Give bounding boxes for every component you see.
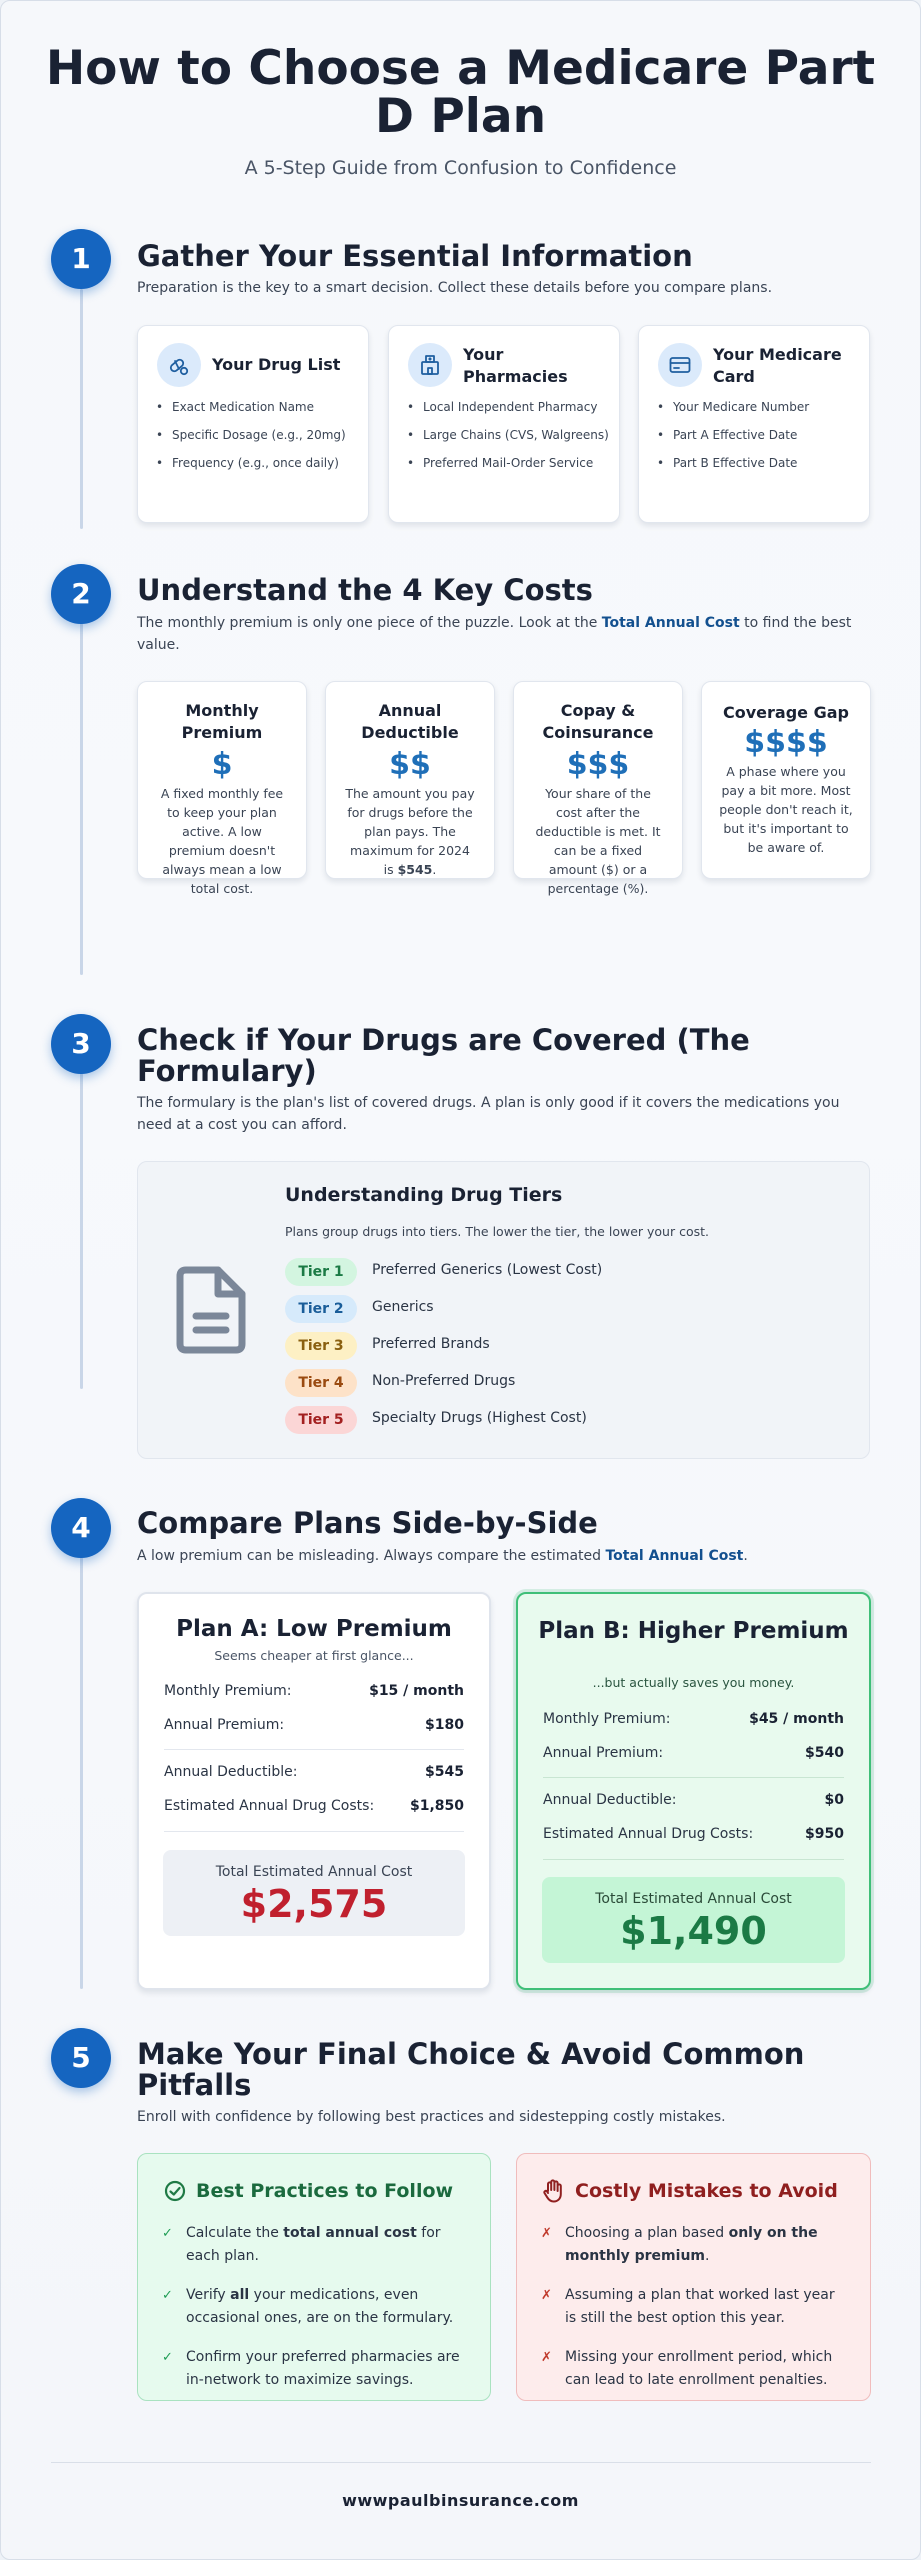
id-card-icon xyxy=(658,343,702,387)
tier-badge: Tier 2 xyxy=(285,1295,357,1323)
footer-divider xyxy=(51,2462,871,2463)
total-label: Total Estimated Annual Cost xyxy=(595,1891,792,1907)
hand-stop-icon xyxy=(543,2179,563,2207)
step-3-description: The formulary is the plan's list of covered drugs. A plan is only good if it covers the medications you need at a cost you can afford. xyxy=(137,1095,840,1133)
step-3-title: Check if Your Drugs are Covered (The Formulary) xyxy=(137,1023,750,1088)
list-item: ✓ Calculate the total annual cost for each plan. xyxy=(162,2222,462,2268)
list-item: • Preferred Mail-Order Service xyxy=(405,454,610,473)
plan-b-total-box xyxy=(542,1877,845,1963)
medicare-card-card xyxy=(638,325,870,523)
cost-symbol: $$$$ xyxy=(744,725,828,760)
cost-symbol: $ xyxy=(211,747,233,782)
list-item: ✗ Assuming a plan that worked last year is still the best option this year. xyxy=(541,2284,841,2330)
x-mark-icon: ✗ xyxy=(541,2226,552,2241)
plan-b-row: Annual Deductible: $0 xyxy=(543,1792,844,1808)
cost-symbol: $$ xyxy=(389,747,431,782)
step-5-title: Make Your Final Choice & Avoid Common Pitfalls xyxy=(137,2037,805,2102)
divider xyxy=(543,1777,844,1778)
step-1-description: Preparation is the key to a smart decision. Collect these details before you compare plans. xyxy=(137,280,773,296)
cost-card-monthly-premium xyxy=(137,681,307,896)
list-item: • Specific Dosage (e.g., 20mg) xyxy=(154,426,359,445)
drug-list-items xyxy=(154,398,359,482)
cost-card-desc: The amount you pay for drugs before the plan pays. The maximum for 2024 is $545. xyxy=(345,786,475,877)
tier-label: Non-Preferred Drugs xyxy=(372,1373,516,1389)
total-annual-cost-highlight: Total Annual Cost xyxy=(605,1548,744,1564)
step-4-description: A low premium can be misleading. Always compare the estimated Total Annual Cost. xyxy=(137,1548,748,1564)
cost-card-desc: A fixed monthly fee to keep your plan active. A low premium doesn't always mean a low total cost. xyxy=(160,786,284,896)
timeline-line-4 xyxy=(80,1557,83,1989)
list-item: • Part B Effective Date xyxy=(655,454,860,473)
costly-mistakes-list xyxy=(541,2222,841,2408)
costly-mistakes-card xyxy=(516,2153,871,2401)
step-2-description: The monthly premium is only one piece of the puzzle. Look at the Total Annual Cost to find the best value. xyxy=(137,615,852,653)
cost-card-title: Coverage Gap xyxy=(723,703,849,722)
divider xyxy=(164,1831,464,1832)
check-icon: ✓ xyxy=(162,2226,173,2241)
footer-site[interactable]: wwwpaulbinsurance.com xyxy=(342,2491,579,2510)
plan-b-row: Monthly Premium: $45 / month xyxy=(543,1711,844,1727)
list-item: ✓ Verify all your medications, even occasional ones, are on the formulary. xyxy=(162,2284,462,2330)
divider xyxy=(543,1859,844,1860)
plan-b-card xyxy=(516,1592,871,1990)
cost-card-title: Copay & Coinsurance xyxy=(542,701,654,742)
best-practices-list xyxy=(162,2222,462,2408)
x-mark-icon: ✗ xyxy=(541,2350,552,2365)
step-5-badge: 5 xyxy=(51,2028,111,2088)
cost-card-coverage-gap xyxy=(701,681,871,879)
check-circle-icon xyxy=(164,2180,186,2206)
tier-badge: Tier 3 xyxy=(285,1332,357,1360)
list-item: • Exact Medication Name xyxy=(154,398,359,417)
tier-badge: Tier 4 xyxy=(285,1369,357,1397)
plan-a-card xyxy=(137,1592,491,1990)
tier-badge: Tier 1 xyxy=(285,1258,357,1286)
plan-a-row: Annual Premium: $180 xyxy=(164,1717,464,1733)
tier-badge: Tier 5 xyxy=(285,1406,357,1434)
tier-label: Generics xyxy=(372,1299,434,1315)
timeline-line-2 xyxy=(80,623,83,975)
list-item: • Your Medicare Number xyxy=(655,398,860,417)
tier-label: Preferred Brands xyxy=(372,1336,490,1352)
divider xyxy=(164,1749,464,1750)
plan-a-row: Monthly Premium: $15 / month xyxy=(164,1683,464,1699)
timeline-line-1 xyxy=(80,289,83,529)
total-label: Total Estimated Annual Cost xyxy=(215,1864,413,1880)
check-icon: ✓ xyxy=(162,2288,173,2303)
step-1-title: Gather Your Essential Information xyxy=(137,239,693,273)
list-item: • Local Independent Pharmacy xyxy=(405,398,610,417)
pharmacies-card xyxy=(388,325,620,523)
plan-a-total-value: $2,575 xyxy=(240,1882,388,1926)
cost-card-title: Annual Deductible xyxy=(361,701,459,742)
page-subtitle: A 5-Step Guide from Confusion to Confidence xyxy=(244,157,677,179)
list-item: ✗ Choosing a plan based only on the monthly premium. xyxy=(541,2222,841,2268)
step-4-badge: 4 xyxy=(51,1498,111,1558)
list-item: ✗ Missing your enrollment period, which can lead to late enrollment penalties. xyxy=(541,2346,841,2392)
pharmacy-building-icon xyxy=(408,343,452,387)
plan-a-subtitle: Seems cheaper at first glance... xyxy=(214,1648,414,1663)
x-mark-icon: ✗ xyxy=(541,2288,552,2303)
cost-card-desc: Your share of the cost after the deductible is met. It can be a fixed amount ($) or a percentage (%). xyxy=(535,786,661,896)
plan-a-row: Annual Deductible: $545 xyxy=(164,1764,464,1780)
pill-icon xyxy=(157,343,201,387)
cost-card-copay-coinsurance xyxy=(513,681,683,896)
plan-b-row: Annual Premium: $540 xyxy=(543,1745,844,1761)
best-practices-heading: Best Practices to Follow xyxy=(196,2180,454,2202)
check-icon: ✓ xyxy=(162,2350,173,2365)
timeline-line-3 xyxy=(80,1073,83,1389)
cost-card-annual-deductible xyxy=(325,681,495,879)
total-annual-cost-highlight: Total Annual Cost xyxy=(601,615,740,631)
drug-list-heading: Your Drug List xyxy=(212,355,341,374)
plan-b-subtitle: ...but actually saves you money. xyxy=(592,1675,795,1690)
pharmacies-items xyxy=(405,398,610,482)
step-1-badge: 1 xyxy=(51,229,111,289)
list-item: ✓ Confirm your preferred pharmacies are in-network to maximize savings. xyxy=(162,2346,462,2392)
tier-label: Preferred Generics (Lowest Cost) xyxy=(372,1262,603,1278)
plan-b-total-value: $1,490 xyxy=(620,1909,767,1953)
document-icon xyxy=(176,1266,246,1358)
plan-b-row: Estimated Annual Drug Costs: $950 xyxy=(543,1826,844,1842)
plan-b-title: Plan B: Higher Premium xyxy=(538,1618,849,1644)
step-3-badge: 3 xyxy=(51,1014,111,1074)
medicare-card-heading: Your Medicare Card xyxy=(713,345,842,386)
page-title: How to Choose a Medicare Part D Plan xyxy=(45,41,876,144)
list-item: • Large Chains (CVS, Walgreens) xyxy=(405,426,610,445)
best-practices-card xyxy=(137,2153,491,2401)
costly-mistakes-heading: Costly Mistakes to Avoid xyxy=(575,2180,838,2202)
step-2-title: Understand the 4 Key Costs xyxy=(137,573,593,607)
tier-label: Specialty Drugs (Highest Cost) xyxy=(372,1410,587,1426)
drug-tiers-description: Plans group drugs into tiers. The lower the tier, the lower your cost. xyxy=(285,1224,709,1239)
step-5-description: Enroll with confidence by following best practices and sidestepping costly mistakes. xyxy=(137,2109,726,2125)
plan-a-row: Estimated Annual Drug Costs: $1,850 xyxy=(164,1798,464,1814)
cost-symbol: $$$ xyxy=(566,747,630,782)
step-4-title: Compare Plans Side-by-Side xyxy=(137,1506,598,1540)
list-item: • Part A Effective Date xyxy=(655,426,860,445)
pharmacies-heading: Your Pharmacies xyxy=(463,345,568,386)
medicare-card-items xyxy=(655,398,860,482)
list-item: • Frequency (e.g., once daily) xyxy=(154,454,359,473)
drug-tiers-heading: Understanding Drug Tiers xyxy=(285,1184,563,1206)
plan-a-total-box xyxy=(163,1850,465,1936)
plan-a-title: Plan A: Low Premium xyxy=(176,1616,452,1642)
step-2-badge: 2 xyxy=(51,564,111,624)
cost-card-title: Monthly Premium xyxy=(181,701,263,742)
cost-card-desc: A phase where you pay a bit more. Most people don't reach it, but it's important to be aware of. xyxy=(719,764,853,855)
drug-list-card xyxy=(137,325,369,523)
